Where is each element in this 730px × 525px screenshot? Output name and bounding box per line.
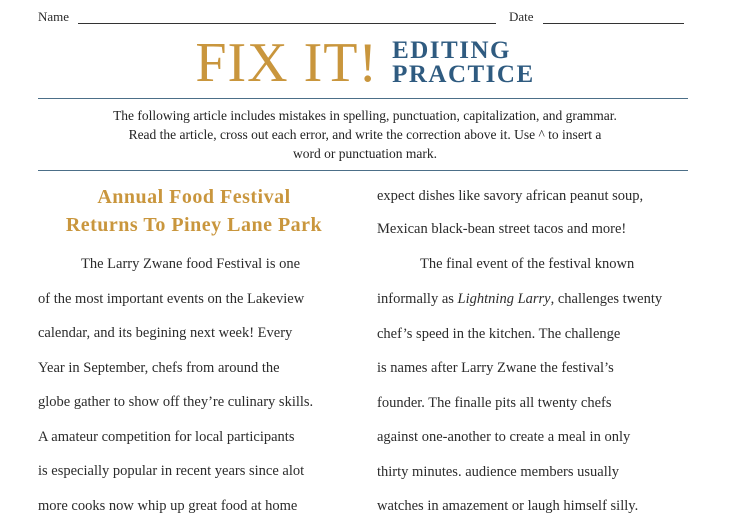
- title-sub-line2: PRACTICE: [392, 61, 535, 88]
- article-headline: [38, 183, 350, 239]
- headline-line: Returns To Piney Lane Park: [65, 214, 323, 236]
- article-column-right: [377, 182, 697, 522]
- article-line: founder. The finalle pits all twenty chefs: [377, 394, 612, 411]
- date-field[interactable]: [543, 23, 684, 24]
- worksheet-title: [0, 32, 730, 94]
- instructions-line: Read the article, cross out each error, and write the correction above it. Use ^ to insert a: [128, 127, 602, 142]
- article-line: The Larry Zwane food Festival is one: [81, 256, 301, 272]
- article-line: is especially popular in recent years since alot: [38, 463, 305, 479]
- article-line: against one-another to create a meal in only: [377, 429, 631, 445]
- article-text: informally as: [377, 291, 454, 307]
- title-main: FIX IT!: [195, 32, 379, 94]
- title-subtitle: [392, 39, 535, 87]
- article-line: A amateur competition for local participants: [38, 428, 295, 445]
- article-italic-text: Lightning Larry: [457, 291, 551, 307]
- article-line: Year in September, chefs from around the: [38, 359, 280, 376]
- instructions-line: The following article includes mistakes in spelling, punctuation, capitalization, and grammar.: [113, 108, 617, 123]
- article-text: , challenges twenty: [550, 291, 663, 307]
- article-line: [377, 285, 697, 320]
- article-line: watches in amazement or laugh himself silly.: [377, 498, 639, 514]
- article-line: is names after Larry Zwane the festival’s: [377, 360, 614, 376]
- article-line: more cooks now whip up great food at home: [38, 497, 298, 514]
- article-line: The final event of the festival known: [420, 256, 635, 272]
- article-line: globe gather to show off they’re culinary skills.: [38, 394, 314, 410]
- article-column-left: [38, 183, 350, 523]
- article-line: chef’s speed in the kitchen. The challenge: [377, 325, 621, 342]
- name-label: Name: [38, 9, 70, 24]
- article-line: of the most important events on the Lakeview: [38, 290, 305, 307]
- article-line: expect dishes like savory african peanut soup,: [377, 188, 644, 204]
- article-line: Mexican black-bean street tacos and more!: [377, 221, 627, 237]
- divider-top: [38, 98, 688, 99]
- instructions-line: word or punctuation mark.: [293, 146, 437, 161]
- article-line: thirty minutes. audience members usually: [377, 463, 620, 480]
- name-field[interactable]: [78, 23, 496, 24]
- title-sub-line1: EDITING: [392, 37, 511, 65]
- headline-line: Annual Food Festival: [97, 186, 291, 208]
- divider-bottom: [38, 170, 688, 171]
- date-label: Date: [509, 9, 534, 24]
- article-line: calendar, and its begining next week! Every: [38, 325, 293, 341]
- instructions: [55, 106, 675, 163]
- name-date-bar: [38, 9, 684, 27]
